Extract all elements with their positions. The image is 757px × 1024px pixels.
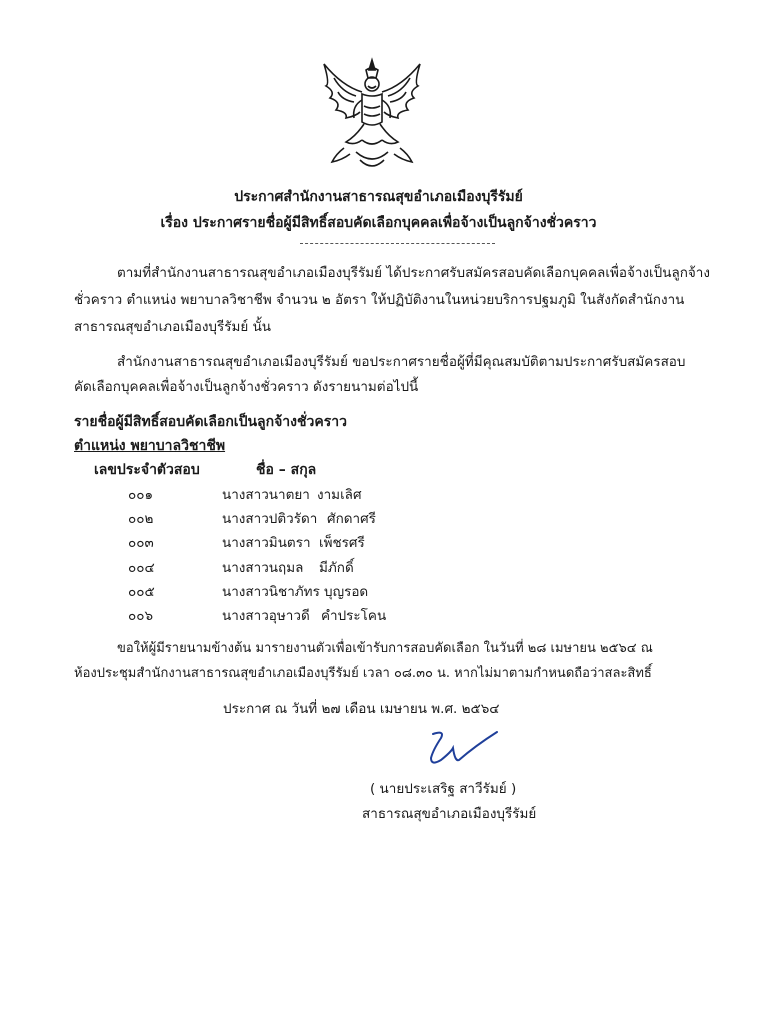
candidate-last-name: คำประโคน xyxy=(321,608,387,624)
closing-line-2: ห้องประชุมสำนักงานสาธารณสุขอำเภอเมืองบุรีรัมย์ เวลา ๐๘.๓๐ น. หากไม่มาตามกำหนดถือว่าสละสิทธิ์ xyxy=(74,666,652,681)
announcement-subject: เรื่อง ประกาศรายชื่อผู้มีสิทธิ์สอบคัดเลือกบุคคลเพื่อจ้างเป็นลูกจ้างชั่วคราว xyxy=(160,215,597,231)
position-label: ตำแหน่ง พยาบาลวิชาชีพ xyxy=(74,438,226,454)
exam-id: ๐๐๖ xyxy=(128,608,154,624)
paragraph-1-line-1: ตามที่สำนักงานสาธารณสุขอำเภอเมืองบุรีรัมย์ ได้ประกาศรับสมัครสอบคัดเลือกบุคคลเพื่อจ้างเป็นลูกจ้าง xyxy=(117,265,710,281)
signer-name: ( นายประเสริฐ สาวีรัมย์ ) xyxy=(370,781,517,797)
paragraph-2-line-1: สำนักงานสาธารณสุขอำเภอเมืองบุรีรัมย์ ขอประกาศรายชื่อผู้ที่มีคุณสมบัติตามประกาศรับสมัครสอบ xyxy=(117,354,686,370)
candidate-first-name: นางสาวนฤมล xyxy=(222,560,304,576)
header-divider xyxy=(300,243,495,244)
candidate-last-name: บุญรอด xyxy=(324,584,369,600)
exam-id: ๐๐๒ xyxy=(128,511,154,527)
candidate-last-name: มีภักดิ์ xyxy=(319,560,354,576)
exam-id: ๐๐๓ xyxy=(128,535,154,551)
candidate-last-name: งามเลิศ xyxy=(317,487,362,503)
announcement-title: ประกาศสำนักงานสาธารณสุขอำเภอเมืองบุรีรัมย์ xyxy=(234,189,523,205)
column-header-name: ชื่อ – สกุล xyxy=(256,462,317,478)
candidate-first-name: นางสาวมินตรา xyxy=(222,535,311,551)
candidate-first-name: นางสาวนาตยา xyxy=(222,487,310,503)
closing-line-1: ขอให้ผู้มีรายนามข้างต้น มารายงานตัวเพื่อเข้ารับการสอบคัดเลือก ในวันที่ ๒๘ เมษายน ๒๕๖๔ ณ xyxy=(117,641,653,656)
candidate-last-name: เพ็ชรศรี xyxy=(319,535,365,551)
signer-title: สาธารณสุขอำเภอเมืองบุรีรัมย์ xyxy=(362,806,537,822)
paragraph-1-line-2: ชั่วคราว ตำแหน่ง พยาบาลวิชาชีพ จำนวน ๒ อัตรา ให้ปฏิบัติงานในหน่วยบริการปฐมภูมิ ในสังกัดสำนักงาน xyxy=(74,292,685,308)
exam-id: ๐๐๕ xyxy=(128,584,155,600)
paragraph-1-line-3: สาธารณสุขอำเภอเมืองบุรีรัมย์ นั้น xyxy=(74,319,272,335)
column-header-id: เลขประจำตัวสอบ xyxy=(94,462,200,478)
candidate-first-name: นางสาวนิชาภัทร xyxy=(222,584,320,600)
candidate-first-name: นางสาวอุษาวดี xyxy=(222,608,310,624)
garuda-emblem-icon xyxy=(316,56,428,174)
candidate-last-name: ศักดาศรี xyxy=(327,511,376,527)
signature-icon xyxy=(423,728,503,768)
candidate-first-name: นางสาวปติวรัดา xyxy=(222,511,318,527)
paragraph-2-line-2: คัดเลือกบุคคลเพื่อจ้างเป็นลูกจ้างชั่วคราว ดังรายนามต่อไปนี้ xyxy=(74,379,419,395)
announcement-date: ประกาศ ณ วันที่ ๒๗ เดือน เมษายน พ.ศ. ๒๕๖๔ xyxy=(223,701,500,717)
exam-id: ๐๐๑ xyxy=(128,487,154,503)
list-title: รายชื่อผู้มีสิทธิ์สอบคัดเลือกเป็นลูกจ้างชั่วคราว xyxy=(74,414,347,430)
exam-id: ๐๐๔ xyxy=(128,560,155,576)
